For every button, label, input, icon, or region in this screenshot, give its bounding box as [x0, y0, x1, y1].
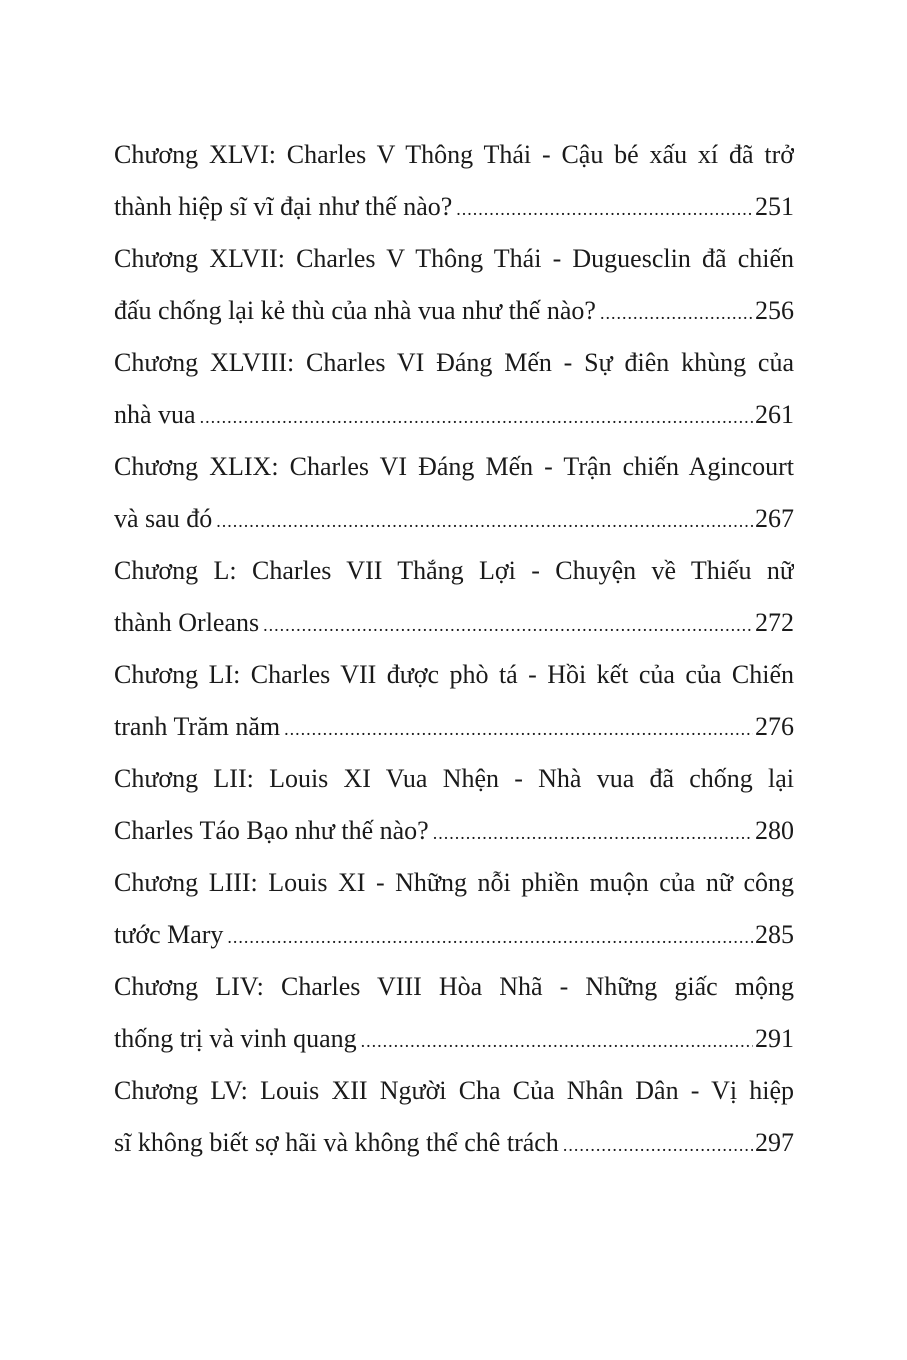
- toc-entry-continuation: [114, 909, 794, 961]
- page-number: 272: [755, 608, 794, 637]
- toc-entry-title: Chương LI: Charles VII được phò tá - Hồi kết của của Chiến: [114, 660, 794, 689]
- toc-entry-continuation: [114, 493, 794, 545]
- toc-entry-title-continued: và sau đó: [114, 504, 213, 533]
- toc-entry-title: Chương LIII: Louis XI - Những nỗi phiền muộn của nữ công: [114, 868, 794, 897]
- toc-entry-chapter-47[interactable]: [114, 233, 794, 337]
- page-number: 276: [755, 712, 794, 741]
- page-number: 256: [755, 296, 794, 325]
- toc-entry-chapter-48[interactable]: [114, 337, 794, 441]
- toc-entry-continuation: [114, 805, 794, 857]
- toc-entry-title-continued: sĩ không biết sợ hãi và không thể chê trách: [114, 1128, 559, 1157]
- toc-entry-title-continued: nhà vua: [114, 400, 196, 429]
- toc-entry-continuation: [114, 597, 794, 649]
- toc-entry-title: Chương L: Charles VII Thắng Lợi - Chuyện về Thiếu nữ: [114, 556, 794, 585]
- toc-entry-title-continued: tranh Trăm năm: [114, 712, 281, 741]
- dot-leader: [216, 495, 753, 545]
- page-number: 267: [755, 504, 794, 533]
- dot-leader: [284, 703, 753, 753]
- toc-entry-title-continued: Charles Táo Bạo như thế nào?: [114, 816, 429, 845]
- page-number: 280: [755, 816, 794, 845]
- toc-entry-continuation: [114, 285, 794, 337]
- dot-leader: [456, 183, 753, 233]
- toc-entry-title: Chương LV: Louis XII Người Cha Của Nhân Dân - Vị hiệp: [114, 1076, 794, 1105]
- toc-entry-title: Chương XLVI: Charles V Thông Thái - Cậu bé xấu xí đã trở: [114, 140, 794, 169]
- toc-entry-title-continued: thống trị và vinh quang: [114, 1024, 357, 1053]
- page-number: 251: [755, 192, 794, 221]
- dot-leader: [600, 287, 753, 337]
- toc-entry-continuation: [114, 389, 794, 441]
- toc-entry-chapter-50[interactable]: [114, 545, 794, 649]
- toc-entry-continuation: [114, 701, 794, 753]
- toc-entry-chapter-46[interactable]: [114, 129, 794, 233]
- page-number: 297: [755, 1128, 794, 1157]
- toc-entry-title: Chương LIV: Charles VIII Hòa Nhã - Những giấc mộng: [114, 972, 794, 1001]
- toc-entry-chapter-52[interactable]: [114, 753, 794, 857]
- dot-leader: [200, 391, 753, 441]
- table-of-contents: [114, 129, 794, 1169]
- toc-entry-title: Chương XLVIII: Charles VI Đáng Mến - Sự điên khùng của: [114, 348, 794, 377]
- dot-leader: [361, 1015, 753, 1065]
- toc-entry-title: Chương LII: Louis XI Vua Nhện - Nhà vua đã chống lại: [114, 764, 794, 793]
- toc-entry-continuation: [114, 1013, 794, 1065]
- toc-entry-title-continued: thành Orleans: [114, 608, 260, 637]
- toc-entry-continuation: [114, 1117, 794, 1169]
- toc-entry-title-continued: tước Mary: [114, 920, 224, 949]
- toc-entry-chapter-55[interactable]: [114, 1065, 794, 1169]
- dot-leader: [227, 911, 753, 961]
- toc-entry-title: Chương XLIX: Charles VI Đáng Mến - Trận chiến Agincourt: [114, 452, 794, 481]
- toc-entry-title-continued: thành hiệp sĩ vĩ đại như thế nào?: [114, 192, 453, 221]
- toc-entry-chapter-51[interactable]: [114, 649, 794, 753]
- dot-leader: [563, 1119, 753, 1169]
- toc-entry-chapter-54[interactable]: [114, 961, 794, 1065]
- toc-entry-continuation: [114, 181, 794, 233]
- toc-entry-chapter-53[interactable]: [114, 857, 794, 961]
- page-number: 261: [755, 400, 794, 429]
- dot-leader: [263, 599, 753, 649]
- toc-entry-title-continued: đấu chống lại kẻ thù của nhà vua như thế nào?: [114, 296, 596, 325]
- page-number: 291: [755, 1024, 794, 1053]
- dot-leader: [433, 807, 753, 857]
- toc-entry-title: Chương XLVII: Charles V Thông Thái - Duguesclin đã chiến: [114, 244, 794, 273]
- toc-entry-chapter-49[interactable]: [114, 441, 794, 545]
- page-number: 285: [755, 920, 794, 949]
